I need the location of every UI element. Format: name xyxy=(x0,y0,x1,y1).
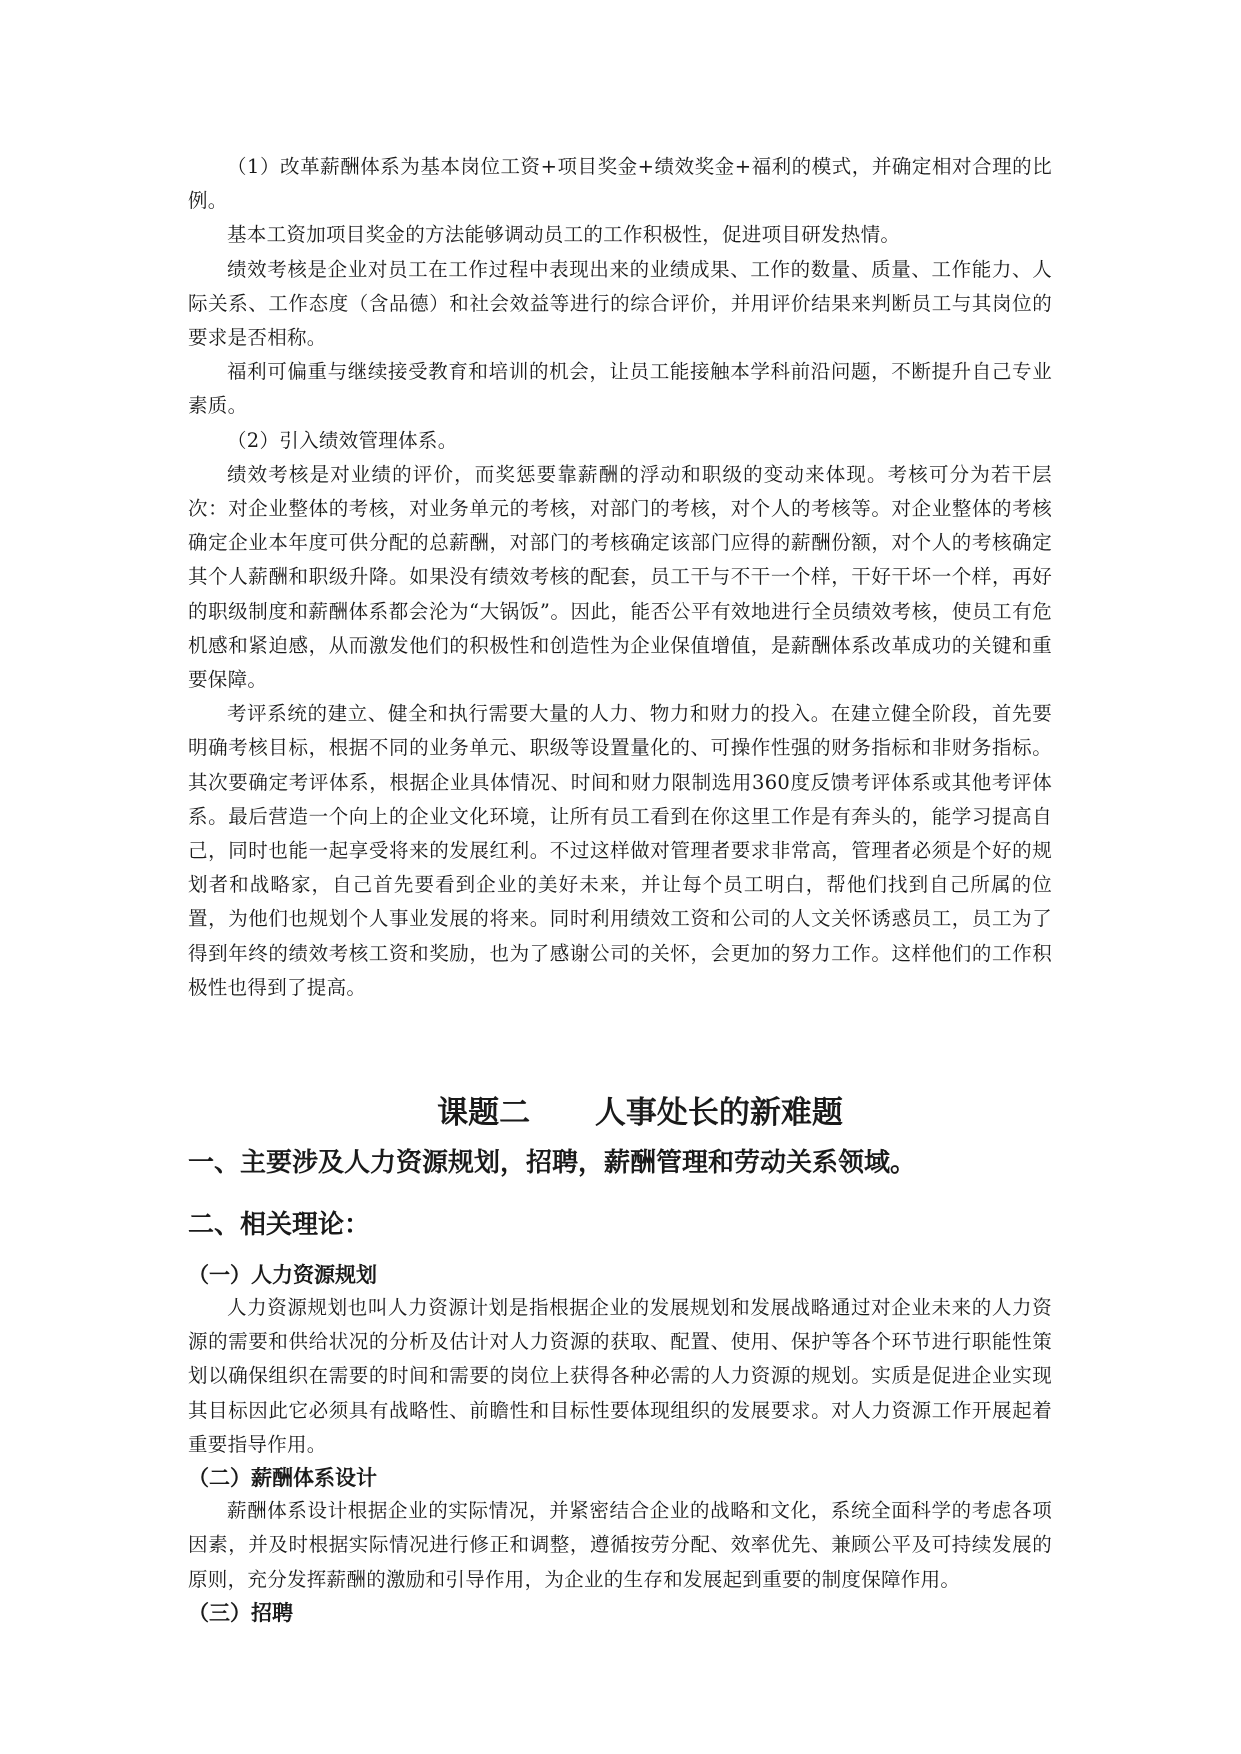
paragraph-performance-appraisal: 绩效考核是企业对员工在工作过程中表现出来的业绩成果、工作的数量、质量、工作能力、人际关系、工作态度（含品德）和社会效益等进行的综合评价，并用评价结果来判断员工与其岗位的要求是否相称。 xyxy=(188,257,1052,350)
subheading-hr-planning: （一）人力资源规划 xyxy=(188,1263,377,1288)
section-heading-theory: 二、相关理论： xyxy=(188,1210,371,1241)
paragraph-salary-reform: （1）改革薪酬体系为基本岗位工资+项目奖金+绩效奖金+福利的模式，并确定相对合理的比例。 xyxy=(188,155,1052,213)
paragraph-appraisal-levels: 绩效考核是对业绩的评价，而奖惩要靠薪酬的浮动和职级的变动来体现。考核可分为若干层次：对企业整体的考核，对业务单元的考核，对部门的考核，对个人的考核等。对企业整体的考核确定企业本年度可供分配的总薪酬，对部门的考核确定该部门应得的薪酬份额，对个人的考核确定其个人薪酬和职级升降。如果没有绩效考核的配套，员工干与不干一个样，干好干坏一个样，再好的职级制度和薪酬体系都会沦为“大锅饭”。因此，能否公平有效地进行全员绩效考核，使员工有危机感和紧迫感，从而激发他们的积极性和创造性为企业保值增值，是薪酬体系改革成功的关键和重要保障。 xyxy=(188,462,1052,692)
topic-title: 课题二 人事处长的新难题 xyxy=(437,1095,843,1132)
subheading-salary-design: （二）薪酬体系设计 xyxy=(188,1466,377,1491)
paragraph-salary-design: 薪酬体系设计根据企业的实际情况，并紧密结合企业的战略和文化，系统全面科学的考虑各项因素，并及时根据实际情况进行修正和调整，遵循按劳分配、效率优先、兼顾公平及可持续发展的原则，充分发挥薪酬的激励和引导作用，为企业的生存和发展起到重要的制度保障作用。 xyxy=(188,1499,1052,1591)
paragraph-hr-planning: 人力资源规划也叫人力资源计划是指根据企业的发展规划和发展战略通过对企业未来的人力资源的需要和供给状况的分析及估计对人力资源的获取、配置、使用、保护等各个环节进行职能性策划以确保组织在需要的时间和需要的岗位上获得各种必需的人力资源的规划。实质是促进企业实现其目标因此它必须具有战略性、前瞻性和目标性要体现组织的发展要求。对人力资源工作开展起着重要指导作用。 xyxy=(188,1296,1052,1456)
paragraph-evaluation-system: 考评系统的建立、健全和执行需要大量的人力、物力和财力的投入。在建立健全阶段，首先要明确考核目标，根据不同的业务单元、职级等设置量化的、可操作性强的财务指标和非财务指标。其次要确定考评体系，根据企业具体情况、时间和财力限制选用360度反馈考评体系或其他考评体系。最后营造一个向上的企业文化环境，让所有员工看到在你这里工作是有奔头的，能学习提高自己，同时也能一起享受将来的发展红利。不过这样做对管理者要求非常高，管理者必须是个好的规划者和战略家，自己首先要看到企业的美好未来，并让每个员工明白，帮他们找到自己所属的位置，为他们也规划个人事业发展的将来。同时利用绩效工资和公司的人文关怀诱惑员工，员工为了得到年终的绩效考核工资和奖励，也为了感谢公司的关怀，会更加的努力工作。这样他们的工作积极性也得到了提高。 xyxy=(188,702,1052,999)
section-heading-domains: 一、主要涉及人力资源规划，招聘，薪酬管理和劳动关系领域。 xyxy=(188,1148,917,1179)
paragraph-base-salary: 基本工资加项目奖金的方法能够调动员工的工作积极性，促进项目研发热情。 xyxy=(227,223,901,247)
paragraph-welfare: 福利可偏重与继续接受教育和培训的机会，让员工能接触本学科前沿问题，不断提升自己专业素质。 xyxy=(188,360,1052,418)
document-page xyxy=(188,150,1052,1629)
subheading-recruitment: （三）招聘 xyxy=(188,1600,293,1625)
paragraph-performance-system: （2）引入绩效管理体系。 xyxy=(227,428,458,452)
